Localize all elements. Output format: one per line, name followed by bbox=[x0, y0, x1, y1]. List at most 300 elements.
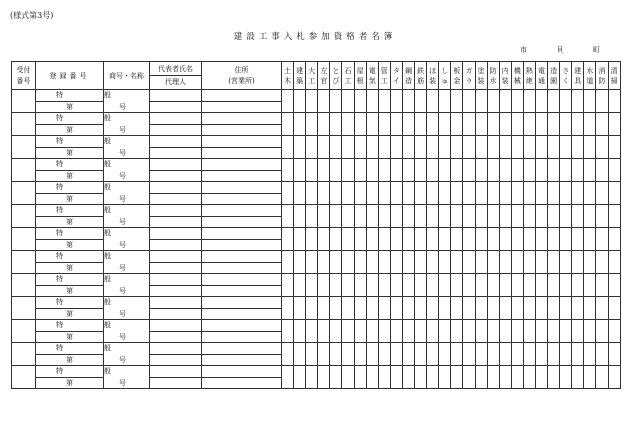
work-type-check-cell[interactable] bbox=[451, 182, 463, 205]
office-cell[interactable] bbox=[202, 262, 282, 274]
work-type-check-cell[interactable] bbox=[378, 136, 390, 159]
work-type-check-cell[interactable] bbox=[499, 274, 511, 297]
registration-number[interactable] bbox=[36, 285, 126, 297]
agent-cell[interactable] bbox=[150, 216, 202, 228]
work-type-check-cell[interactable] bbox=[354, 113, 366, 136]
work-type-check-cell[interactable] bbox=[282, 136, 294, 159]
work-type-check-cell[interactable] bbox=[366, 136, 378, 159]
work-type-check-cell[interactable] bbox=[596, 159, 608, 182]
work-type-check-cell[interactable] bbox=[596, 274, 608, 297]
work-type-check-cell[interactable] bbox=[475, 113, 487, 136]
work-type-check-cell[interactable] bbox=[427, 136, 439, 159]
work-type-check-cell[interactable] bbox=[330, 343, 342, 366]
work-type-check-cell[interactable] bbox=[523, 228, 535, 251]
registration-toku-ippan[interactable] bbox=[36, 251, 111, 263]
work-type-check-cell[interactable] bbox=[475, 320, 487, 343]
work-type-check-cell[interactable] bbox=[608, 228, 620, 251]
work-type-check-cell[interactable] bbox=[354, 343, 366, 366]
work-type-check-cell[interactable] bbox=[294, 228, 306, 251]
work-type-check-cell[interactable] bbox=[451, 228, 463, 251]
work-type-check-cell[interactable] bbox=[318, 205, 330, 228]
work-type-check-cell[interactable] bbox=[390, 205, 402, 228]
work-type-check-cell[interactable] bbox=[511, 182, 523, 205]
representative-cell[interactable] bbox=[150, 90, 202, 102]
receipt-no-cell[interactable] bbox=[12, 90, 36, 113]
work-type-check-cell[interactable] bbox=[596, 297, 608, 320]
work-type-check-cell[interactable] bbox=[330, 113, 342, 136]
work-type-check-cell[interactable] bbox=[451, 274, 463, 297]
agent-cell[interactable] bbox=[150, 262, 202, 274]
work-type-check-cell[interactable] bbox=[282, 366, 294, 389]
work-type-check-cell[interactable] bbox=[475, 297, 487, 320]
work-type-check-cell[interactable] bbox=[463, 320, 475, 343]
work-type-check-cell[interactable] bbox=[451, 136, 463, 159]
work-type-check-cell[interactable] bbox=[596, 113, 608, 136]
work-type-check-cell[interactable] bbox=[415, 228, 427, 251]
work-type-check-cell[interactable] bbox=[535, 228, 547, 251]
address-cell[interactable] bbox=[202, 228, 282, 240]
work-type-check-cell[interactable] bbox=[390, 182, 402, 205]
work-type-check-cell[interactable] bbox=[523, 343, 535, 366]
work-type-check-cell[interactable] bbox=[354, 320, 366, 343]
work-type-check-cell[interactable] bbox=[378, 159, 390, 182]
registration-number[interactable] bbox=[36, 354, 126, 366]
work-type-check-cell[interactable] bbox=[342, 113, 354, 136]
work-type-check-cell[interactable] bbox=[439, 274, 451, 297]
work-type-check-cell[interactable] bbox=[463, 90, 475, 113]
work-type-check-cell[interactable] bbox=[511, 205, 523, 228]
work-type-check-cell[interactable] bbox=[523, 90, 535, 113]
office-cell[interactable] bbox=[202, 331, 282, 343]
registration-toku-ippan[interactable] bbox=[36, 159, 111, 171]
representative-cell[interactable] bbox=[150, 159, 202, 171]
work-type-check-cell[interactable] bbox=[354, 297, 366, 320]
work-type-check-cell[interactable] bbox=[548, 228, 560, 251]
work-type-check-cell[interactable] bbox=[415, 366, 427, 389]
work-type-check-cell[interactable] bbox=[354, 159, 366, 182]
work-type-check-cell[interactable] bbox=[306, 320, 318, 343]
work-type-check-cell[interactable] bbox=[535, 343, 547, 366]
work-type-check-cell[interactable] bbox=[560, 251, 572, 274]
registration-number[interactable] bbox=[36, 147, 126, 159]
work-type-check-cell[interactable] bbox=[584, 182, 596, 205]
work-type-check-cell[interactable] bbox=[535, 113, 547, 136]
work-type-check-cell[interactable] bbox=[487, 182, 499, 205]
work-type-check-cell[interactable] bbox=[282, 113, 294, 136]
work-type-check-cell[interactable] bbox=[548, 90, 560, 113]
work-type-check-cell[interactable] bbox=[548, 159, 560, 182]
work-type-check-cell[interactable] bbox=[427, 366, 439, 389]
work-type-check-cell[interactable] bbox=[439, 205, 451, 228]
work-type-check-cell[interactable] bbox=[366, 113, 378, 136]
work-type-check-cell[interactable] bbox=[451, 320, 463, 343]
work-type-check-cell[interactable] bbox=[451, 90, 463, 113]
work-type-check-cell[interactable] bbox=[294, 136, 306, 159]
work-type-check-cell[interactable] bbox=[390, 159, 402, 182]
work-type-check-cell[interactable] bbox=[318, 366, 330, 389]
work-type-check-cell[interactable] bbox=[463, 297, 475, 320]
work-type-check-cell[interactable] bbox=[415, 136, 427, 159]
agent-cell[interactable] bbox=[150, 193, 202, 205]
office-cell[interactable] bbox=[202, 170, 282, 182]
work-type-check-cell[interactable] bbox=[572, 274, 584, 297]
registration-number[interactable] bbox=[36, 101, 126, 113]
office-cell[interactable] bbox=[202, 216, 282, 228]
work-type-check-cell[interactable] bbox=[366, 274, 378, 297]
work-type-check-cell[interactable] bbox=[499, 366, 511, 389]
work-type-check-cell[interactable] bbox=[282, 320, 294, 343]
work-type-check-cell[interactable] bbox=[342, 228, 354, 251]
work-type-check-cell[interactable] bbox=[402, 343, 414, 366]
work-type-check-cell[interactable] bbox=[282, 205, 294, 228]
agent-cell[interactable] bbox=[150, 101, 202, 113]
office-cell[interactable] bbox=[202, 101, 282, 113]
work-type-check-cell[interactable] bbox=[306, 205, 318, 228]
work-type-check-cell[interactable] bbox=[282, 274, 294, 297]
work-type-check-cell[interactable] bbox=[318, 90, 330, 113]
work-type-check-cell[interactable] bbox=[439, 159, 451, 182]
registration-toku-ippan[interactable] bbox=[36, 320, 111, 332]
work-type-check-cell[interactable] bbox=[427, 159, 439, 182]
work-type-check-cell[interactable] bbox=[572, 159, 584, 182]
agent-cell[interactable] bbox=[150, 331, 202, 343]
work-type-check-cell[interactable] bbox=[342, 182, 354, 205]
work-type-check-cell[interactable] bbox=[282, 343, 294, 366]
address-cell[interactable] bbox=[202, 251, 282, 263]
work-type-check-cell[interactable] bbox=[560, 320, 572, 343]
work-type-check-cell[interactable] bbox=[427, 320, 439, 343]
work-type-check-cell[interactable] bbox=[282, 228, 294, 251]
work-type-check-cell[interactable] bbox=[330, 90, 342, 113]
work-type-check-cell[interactable] bbox=[596, 182, 608, 205]
work-type-check-cell[interactable] bbox=[402, 320, 414, 343]
work-type-check-cell[interactable] bbox=[463, 228, 475, 251]
address-cell[interactable] bbox=[202, 320, 282, 332]
work-type-check-cell[interactable] bbox=[499, 320, 511, 343]
work-type-check-cell[interactable] bbox=[427, 251, 439, 274]
work-type-check-cell[interactable] bbox=[294, 343, 306, 366]
work-type-check-cell[interactable] bbox=[378, 251, 390, 274]
work-type-check-cell[interactable] bbox=[402, 274, 414, 297]
work-type-check-cell[interactable] bbox=[342, 205, 354, 228]
work-type-check-cell[interactable] bbox=[390, 366, 402, 389]
work-type-check-cell[interactable] bbox=[330, 366, 342, 389]
work-type-check-cell[interactable] bbox=[306, 297, 318, 320]
work-type-check-cell[interactable] bbox=[608, 113, 620, 136]
work-type-check-cell[interactable] bbox=[608, 182, 620, 205]
agent-cell[interactable] bbox=[150, 354, 202, 366]
work-type-check-cell[interactable] bbox=[451, 251, 463, 274]
work-type-check-cell[interactable] bbox=[402, 182, 414, 205]
work-type-check-cell[interactable] bbox=[415, 343, 427, 366]
work-type-check-cell[interactable] bbox=[475, 274, 487, 297]
work-type-check-cell[interactable] bbox=[378, 274, 390, 297]
work-type-check-cell[interactable] bbox=[511, 113, 523, 136]
work-type-check-cell[interactable] bbox=[330, 205, 342, 228]
work-type-check-cell[interactable] bbox=[366, 182, 378, 205]
work-type-check-cell[interactable] bbox=[415, 182, 427, 205]
work-type-check-cell[interactable] bbox=[330, 136, 342, 159]
office-cell[interactable] bbox=[202, 377, 282, 389]
work-type-check-cell[interactable] bbox=[596, 136, 608, 159]
receipt-no-cell[interactable] bbox=[12, 366, 36, 389]
work-type-check-cell[interactable] bbox=[463, 343, 475, 366]
agent-cell[interactable] bbox=[150, 285, 202, 297]
representative-cell[interactable] bbox=[150, 274, 202, 286]
work-type-check-cell[interactable] bbox=[330, 182, 342, 205]
work-type-check-cell[interactable] bbox=[511, 366, 523, 389]
work-type-check-cell[interactable] bbox=[572, 251, 584, 274]
work-type-check-cell[interactable] bbox=[475, 343, 487, 366]
work-type-check-cell[interactable] bbox=[402, 113, 414, 136]
address-cell[interactable] bbox=[202, 366, 282, 378]
work-type-check-cell[interactable] bbox=[608, 136, 620, 159]
work-type-check-cell[interactable] bbox=[294, 159, 306, 182]
work-type-check-cell[interactable] bbox=[390, 113, 402, 136]
work-type-check-cell[interactable] bbox=[415, 159, 427, 182]
work-type-check-cell[interactable] bbox=[415, 90, 427, 113]
work-type-check-cell[interactable] bbox=[535, 297, 547, 320]
agent-cell[interactable] bbox=[150, 308, 202, 320]
work-type-check-cell[interactable] bbox=[487, 274, 499, 297]
representative-cell[interactable] bbox=[150, 182, 202, 194]
receipt-no-cell[interactable] bbox=[12, 320, 36, 343]
work-type-check-cell[interactable] bbox=[378, 113, 390, 136]
work-type-check-cell[interactable] bbox=[342, 274, 354, 297]
work-type-check-cell[interactable] bbox=[535, 136, 547, 159]
work-type-check-cell[interactable] bbox=[511, 159, 523, 182]
work-type-check-cell[interactable] bbox=[306, 136, 318, 159]
work-type-check-cell[interactable] bbox=[378, 343, 390, 366]
work-type-check-cell[interactable] bbox=[548, 205, 560, 228]
address-cell[interactable] bbox=[202, 343, 282, 355]
work-type-check-cell[interactable] bbox=[330, 274, 342, 297]
work-type-check-cell[interactable] bbox=[378, 182, 390, 205]
work-type-check-cell[interactable] bbox=[572, 182, 584, 205]
work-type-check-cell[interactable] bbox=[282, 297, 294, 320]
work-type-check-cell[interactable] bbox=[366, 251, 378, 274]
work-type-check-cell[interactable] bbox=[463, 366, 475, 389]
work-type-check-cell[interactable] bbox=[572, 113, 584, 136]
work-type-check-cell[interactable] bbox=[584, 343, 596, 366]
work-type-check-cell[interactable] bbox=[282, 159, 294, 182]
work-type-check-cell[interactable] bbox=[306, 228, 318, 251]
work-type-check-cell[interactable] bbox=[463, 274, 475, 297]
work-type-check-cell[interactable] bbox=[439, 113, 451, 136]
work-type-check-cell[interactable] bbox=[427, 228, 439, 251]
work-type-check-cell[interactable] bbox=[439, 320, 451, 343]
registration-toku-ippan[interactable] bbox=[36, 343, 111, 355]
work-type-check-cell[interactable] bbox=[439, 251, 451, 274]
work-type-check-cell[interactable] bbox=[608, 366, 620, 389]
representative-cell[interactable] bbox=[150, 320, 202, 332]
work-type-check-cell[interactable] bbox=[499, 343, 511, 366]
work-type-check-cell[interactable] bbox=[475, 251, 487, 274]
work-type-check-cell[interactable] bbox=[415, 251, 427, 274]
work-type-check-cell[interactable] bbox=[560, 136, 572, 159]
work-type-check-cell[interactable] bbox=[390, 251, 402, 274]
office-cell[interactable] bbox=[202, 193, 282, 205]
work-type-check-cell[interactable] bbox=[306, 113, 318, 136]
agent-cell[interactable] bbox=[150, 377, 202, 389]
office-cell[interactable] bbox=[202, 124, 282, 136]
work-type-check-cell[interactable] bbox=[475, 182, 487, 205]
work-type-check-cell[interactable] bbox=[282, 251, 294, 274]
work-type-check-cell[interactable] bbox=[511, 251, 523, 274]
office-cell[interactable] bbox=[202, 354, 282, 366]
work-type-check-cell[interactable] bbox=[584, 274, 596, 297]
work-type-check-cell[interactable] bbox=[548, 136, 560, 159]
work-type-check-cell[interactable] bbox=[354, 136, 366, 159]
work-type-check-cell[interactable] bbox=[354, 90, 366, 113]
work-type-check-cell[interactable] bbox=[572, 90, 584, 113]
address-cell[interactable] bbox=[202, 205, 282, 217]
address-cell[interactable] bbox=[202, 159, 282, 171]
work-type-check-cell[interactable] bbox=[535, 205, 547, 228]
work-type-check-cell[interactable] bbox=[596, 366, 608, 389]
work-type-check-cell[interactable] bbox=[390, 274, 402, 297]
work-type-check-cell[interactable] bbox=[523, 320, 535, 343]
work-type-check-cell[interactable] bbox=[294, 90, 306, 113]
work-type-check-cell[interactable] bbox=[511, 90, 523, 113]
work-type-check-cell[interactable] bbox=[451, 159, 463, 182]
work-type-check-cell[interactable] bbox=[463, 113, 475, 136]
work-type-check-cell[interactable] bbox=[330, 159, 342, 182]
work-type-check-cell[interactable] bbox=[366, 90, 378, 113]
work-type-check-cell[interactable] bbox=[584, 320, 596, 343]
address-cell[interactable] bbox=[202, 90, 282, 102]
work-type-check-cell[interactable] bbox=[342, 159, 354, 182]
work-type-check-cell[interactable] bbox=[608, 343, 620, 366]
work-type-check-cell[interactable] bbox=[354, 251, 366, 274]
work-type-check-cell[interactable] bbox=[402, 228, 414, 251]
work-type-check-cell[interactable] bbox=[294, 251, 306, 274]
work-type-check-cell[interactable] bbox=[439, 182, 451, 205]
work-type-check-cell[interactable] bbox=[560, 205, 572, 228]
work-type-check-cell[interactable] bbox=[608, 320, 620, 343]
work-type-check-cell[interactable] bbox=[560, 159, 572, 182]
work-type-check-cell[interactable] bbox=[294, 113, 306, 136]
work-type-check-cell[interactable] bbox=[548, 113, 560, 136]
work-type-check-cell[interactable] bbox=[475, 228, 487, 251]
work-type-check-cell[interactable] bbox=[511, 297, 523, 320]
work-type-check-cell[interactable] bbox=[390, 297, 402, 320]
work-type-check-cell[interactable] bbox=[463, 159, 475, 182]
work-type-check-cell[interactable] bbox=[366, 228, 378, 251]
work-type-check-cell[interactable] bbox=[572, 205, 584, 228]
work-type-check-cell[interactable] bbox=[499, 182, 511, 205]
receipt-no-cell[interactable] bbox=[12, 251, 36, 274]
work-type-check-cell[interactable] bbox=[366, 320, 378, 343]
work-type-check-cell[interactable] bbox=[548, 251, 560, 274]
work-type-check-cell[interactable] bbox=[427, 205, 439, 228]
work-type-check-cell[interactable] bbox=[318, 274, 330, 297]
work-type-check-cell[interactable] bbox=[548, 182, 560, 205]
work-type-check-cell[interactable] bbox=[342, 251, 354, 274]
work-type-check-cell[interactable] bbox=[294, 297, 306, 320]
work-type-check-cell[interactable] bbox=[415, 297, 427, 320]
work-type-check-cell[interactable] bbox=[294, 366, 306, 389]
work-type-check-cell[interactable] bbox=[487, 113, 499, 136]
work-type-check-cell[interactable] bbox=[439, 343, 451, 366]
work-type-check-cell[interactable] bbox=[511, 274, 523, 297]
work-type-check-cell[interactable] bbox=[560, 297, 572, 320]
work-type-check-cell[interactable] bbox=[390, 90, 402, 113]
work-type-check-cell[interactable] bbox=[378, 366, 390, 389]
work-type-check-cell[interactable] bbox=[427, 113, 439, 136]
agent-cell[interactable] bbox=[150, 147, 202, 159]
work-type-check-cell[interactable] bbox=[499, 251, 511, 274]
work-type-check-cell[interactable] bbox=[402, 205, 414, 228]
work-type-check-cell[interactable] bbox=[560, 182, 572, 205]
work-type-check-cell[interactable] bbox=[306, 343, 318, 366]
work-type-check-cell[interactable] bbox=[499, 90, 511, 113]
work-type-check-cell[interactable] bbox=[306, 274, 318, 297]
work-type-check-cell[interactable] bbox=[354, 205, 366, 228]
work-type-check-cell[interactable] bbox=[511, 136, 523, 159]
work-type-check-cell[interactable] bbox=[499, 228, 511, 251]
work-type-check-cell[interactable] bbox=[535, 274, 547, 297]
work-type-check-cell[interactable] bbox=[342, 366, 354, 389]
work-type-check-cell[interactable] bbox=[402, 366, 414, 389]
work-type-check-cell[interactable] bbox=[402, 297, 414, 320]
work-type-check-cell[interactable] bbox=[560, 274, 572, 297]
representative-cell[interactable] bbox=[150, 366, 202, 378]
work-type-check-cell[interactable] bbox=[548, 366, 560, 389]
work-type-check-cell[interactable] bbox=[390, 320, 402, 343]
work-type-check-cell[interactable] bbox=[584, 366, 596, 389]
work-type-check-cell[interactable] bbox=[390, 136, 402, 159]
work-type-check-cell[interactable] bbox=[584, 251, 596, 274]
work-type-check-cell[interactable] bbox=[318, 228, 330, 251]
address-cell[interactable] bbox=[202, 274, 282, 286]
work-type-check-cell[interactable] bbox=[451, 113, 463, 136]
work-type-check-cell[interactable] bbox=[463, 205, 475, 228]
work-type-check-cell[interactable] bbox=[523, 205, 535, 228]
work-type-check-cell[interactable] bbox=[475, 136, 487, 159]
work-type-check-cell[interactable] bbox=[511, 343, 523, 366]
work-type-check-cell[interactable] bbox=[487, 205, 499, 228]
work-type-check-cell[interactable] bbox=[584, 113, 596, 136]
work-type-check-cell[interactable] bbox=[572, 320, 584, 343]
work-type-check-cell[interactable] bbox=[294, 320, 306, 343]
receipt-no-cell[interactable] bbox=[12, 228, 36, 251]
work-type-check-cell[interactable] bbox=[294, 205, 306, 228]
work-type-check-cell[interactable] bbox=[415, 274, 427, 297]
work-type-check-cell[interactable] bbox=[318, 113, 330, 136]
address-cell[interactable] bbox=[202, 182, 282, 194]
work-type-check-cell[interactable] bbox=[463, 136, 475, 159]
work-type-check-cell[interactable] bbox=[584, 90, 596, 113]
work-type-check-cell[interactable] bbox=[608, 297, 620, 320]
work-type-check-cell[interactable] bbox=[342, 136, 354, 159]
work-type-check-cell[interactable] bbox=[596, 343, 608, 366]
work-type-check-cell[interactable] bbox=[318, 251, 330, 274]
work-type-check-cell[interactable] bbox=[499, 205, 511, 228]
work-type-check-cell[interactable] bbox=[584, 136, 596, 159]
work-type-check-cell[interactable] bbox=[596, 205, 608, 228]
receipt-no-cell[interactable] bbox=[12, 136, 36, 159]
work-type-check-cell[interactable] bbox=[282, 182, 294, 205]
work-type-check-cell[interactable] bbox=[451, 343, 463, 366]
work-type-check-cell[interactable] bbox=[451, 205, 463, 228]
work-type-check-cell[interactable] bbox=[282, 90, 294, 113]
work-type-check-cell[interactable] bbox=[523, 113, 535, 136]
representative-cell[interactable] bbox=[150, 251, 202, 263]
registration-number[interactable] bbox=[36, 331, 126, 343]
work-type-check-cell[interactable] bbox=[535, 320, 547, 343]
work-type-check-cell[interactable] bbox=[378, 90, 390, 113]
